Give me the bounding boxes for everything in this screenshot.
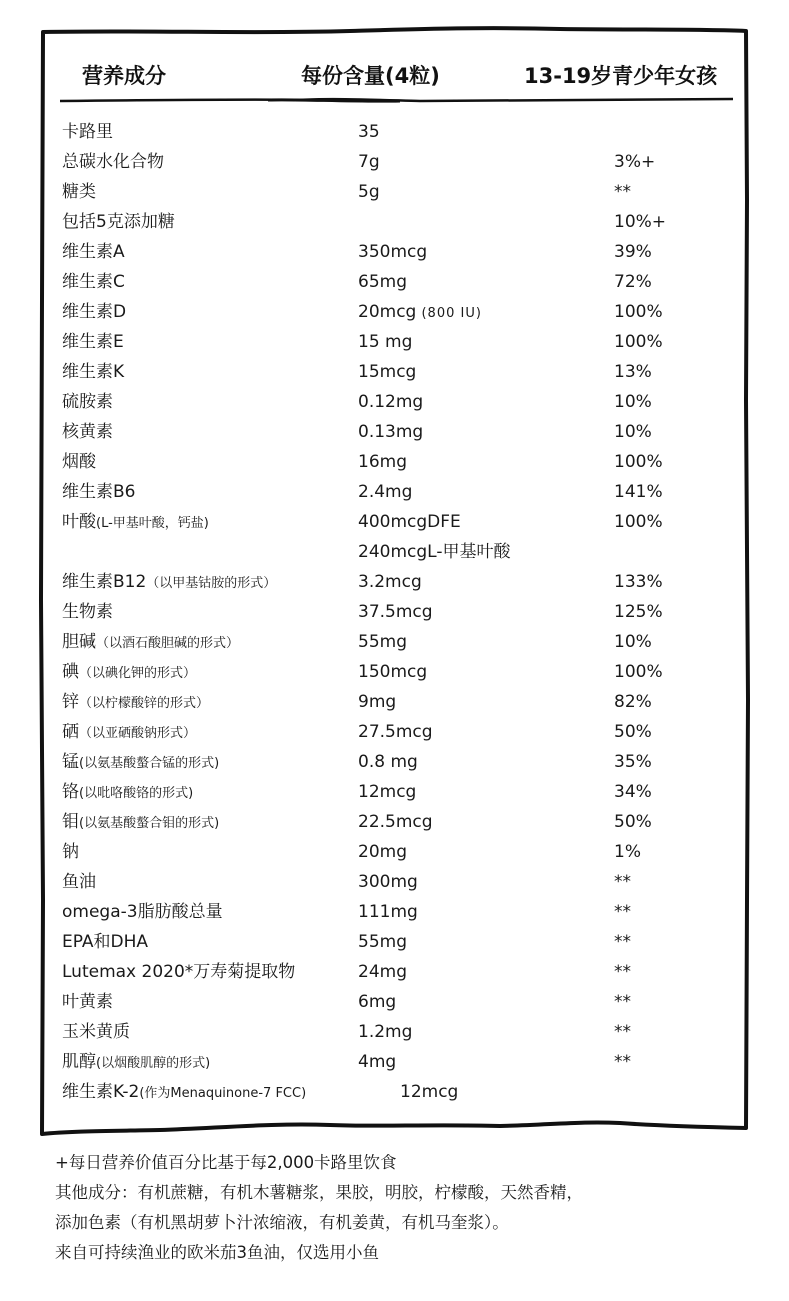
amount-per-serving bbox=[358, 297, 482, 329]
table-row bbox=[0, 987, 789, 1017]
amount-note: (800 IU) bbox=[416, 306, 482, 321]
amount-per-serving bbox=[358, 387, 423, 419]
nutrient-name bbox=[62, 777, 193, 809]
amount-per-serving bbox=[358, 717, 433, 749]
amount-value: 35 bbox=[358, 122, 380, 142]
nutrient-label: 维生素D bbox=[62, 302, 127, 322]
table-row bbox=[0, 267, 789, 297]
nutrient-name bbox=[62, 567, 276, 599]
daily-value-percent: 100% bbox=[614, 302, 663, 322]
nutrient-name bbox=[62, 387, 113, 419]
nutrient-name bbox=[62, 477, 135, 509]
nutrient-label: 胆碱 bbox=[62, 632, 96, 652]
nutrient-label: 硒 bbox=[62, 722, 79, 742]
nutrient-name bbox=[62, 267, 125, 299]
nutrient-label: 铬 bbox=[62, 782, 79, 802]
table-row bbox=[0, 657, 789, 687]
amount-value: 1.2mg bbox=[358, 1022, 413, 1042]
table-row bbox=[0, 507, 789, 537]
amount-value: 0.13mg bbox=[358, 422, 424, 442]
amount-value: 0.12mg bbox=[358, 392, 424, 412]
nutrient-label: Lutemax 2020*万寿菊提取物 bbox=[62, 962, 296, 982]
table-row bbox=[0, 1017, 789, 1047]
nutrient-name bbox=[62, 1077, 306, 1109]
amount-value: 9mg bbox=[358, 692, 397, 712]
nutrient-name bbox=[62, 597, 113, 629]
daily-value-percent: 10% bbox=[614, 422, 652, 442]
nutrient-label: 维生素K-2 bbox=[62, 1082, 140, 1102]
nutrient-name bbox=[62, 177, 96, 209]
nutrient-label: 玉米黄质 bbox=[62, 1022, 130, 1042]
footnote-added-colors: 添加色素（有机黑胡萝卜汁浓缩液，有机姜黄，有机马奎浆）。 bbox=[55, 1213, 509, 1232]
daily-value-percent: 125% bbox=[614, 602, 663, 622]
amount-per-serving bbox=[358, 807, 433, 839]
amount-per-serving bbox=[358, 447, 407, 479]
amount-per-serving bbox=[358, 957, 407, 989]
amount-per-serving bbox=[358, 117, 380, 149]
amount-value: 24mg bbox=[358, 962, 407, 982]
table-row bbox=[0, 837, 789, 867]
daily-value-percent: ** bbox=[614, 992, 631, 1012]
amount-per-serving bbox=[358, 987, 396, 1019]
table-row bbox=[0, 777, 789, 807]
nutrient-name bbox=[62, 207, 175, 239]
amount-per-serving bbox=[358, 747, 418, 779]
nutrient-label: 叶酸 bbox=[62, 512, 96, 532]
table-row bbox=[0, 867, 789, 897]
table-row bbox=[0, 747, 789, 777]
daily-value-percent: 3%+ bbox=[614, 152, 656, 172]
daily-value-percent: ** bbox=[614, 872, 631, 892]
nutrient-name bbox=[62, 687, 209, 719]
amount-per-serving bbox=[358, 327, 412, 359]
daily-value-percent: 100% bbox=[614, 452, 663, 472]
nutrient-label: 糖类 bbox=[62, 182, 96, 202]
amount-value: 37.5mcg bbox=[358, 602, 433, 622]
daily-value-percent: 10% bbox=[614, 632, 652, 652]
amount-value: 55mg bbox=[358, 932, 407, 952]
amount-per-serving bbox=[358, 777, 416, 809]
amount-value: 150mcg bbox=[358, 662, 428, 682]
daily-value-percent: 72% bbox=[614, 272, 652, 292]
nutrient-label: 卡路里 bbox=[62, 122, 113, 142]
footnote-daily-value: +每日营养价值百分比基于每2,000卡路里饮食 bbox=[55, 1153, 397, 1172]
amount-value: 12mcg bbox=[400, 1082, 459, 1102]
amount-per-serving bbox=[358, 537, 510, 569]
amount-value: 350mcg bbox=[358, 242, 428, 262]
amount-value: 4mg bbox=[358, 1052, 397, 1072]
table-row bbox=[0, 687, 789, 717]
nutrient-name bbox=[62, 357, 124, 389]
daily-value-percent: 100% bbox=[614, 332, 663, 352]
nutrient-form-note: （以柠檬酸锌的形式） bbox=[79, 696, 210, 711]
footnote-other-ingredients: 其他成分：有机蔗糖，有机木薯糖浆，果胶，明胶，柠檬酸，天然香精， bbox=[55, 1183, 583, 1202]
nutrient-label: 鱼油 bbox=[62, 872, 96, 892]
table-row bbox=[0, 177, 789, 207]
table-row bbox=[0, 387, 789, 417]
amount-per-serving bbox=[358, 267, 407, 299]
amount-value: 16mg bbox=[358, 452, 407, 472]
nutrient-label: 维生素E bbox=[62, 332, 124, 352]
nutrient-label: 维生素B6 bbox=[62, 482, 136, 502]
nutrient-form-note: （以甲基钴胺的形式） bbox=[146, 576, 277, 591]
table-row bbox=[0, 417, 789, 447]
daily-value-percent: 82% bbox=[614, 692, 652, 712]
daily-value-percent: 35% bbox=[614, 752, 652, 772]
nutrient-label: 烟酸 bbox=[62, 452, 96, 472]
nutrient-name bbox=[62, 297, 126, 329]
amount-per-serving bbox=[400, 1077, 458, 1109]
nutrient-name bbox=[62, 867, 96, 899]
nutrient-label: 钠 bbox=[62, 842, 79, 862]
nutrient-label: 锌 bbox=[62, 692, 79, 712]
nutrient-form-note: (以烟酸肌醇的形式) bbox=[96, 1056, 211, 1071]
header-amount-per-serving: 每份含量(4粒) bbox=[301, 64, 440, 88]
nutrient-label: 碘 bbox=[62, 662, 79, 682]
amount-per-serving bbox=[358, 1017, 412, 1049]
nutrient-name bbox=[62, 927, 148, 959]
amount-value: 20mg bbox=[358, 842, 407, 862]
table-row bbox=[0, 477, 789, 507]
table-row bbox=[0, 537, 789, 567]
table-row bbox=[0, 897, 789, 927]
nutrition-table bbox=[0, 117, 789, 1107]
daily-value-percent: 10%+ bbox=[614, 212, 667, 232]
nutrient-name bbox=[62, 807, 219, 839]
daily-value-percent: ** bbox=[614, 182, 631, 202]
amount-value: 20mcg bbox=[358, 302, 417, 322]
nutrient-form-note: (以氨基酸螯合钼的形式) bbox=[79, 816, 220, 831]
nutrient-form-note: (以氨基酸螯合锰的形式) bbox=[79, 756, 220, 771]
table-row bbox=[0, 237, 789, 267]
nutrient-name bbox=[62, 1017, 130, 1049]
nutrient-name bbox=[62, 657, 196, 689]
amount-value: 240mcgL-甲基叶酸 bbox=[358, 542, 511, 562]
daily-value-percent: 50% bbox=[614, 812, 652, 832]
table-row bbox=[0, 957, 789, 987]
nutrient-form-note: （以酒石酸胆碱的形式） bbox=[96, 636, 240, 651]
nutrient-name bbox=[62, 117, 113, 149]
nutrient-label: 总碳水化合物 bbox=[62, 152, 164, 172]
header-daily-value-group: 13-19岁青少年女孩 bbox=[524, 64, 718, 88]
amount-value: 111mg bbox=[358, 902, 418, 922]
amount-value: 12mcg bbox=[358, 782, 417, 802]
table-row bbox=[0, 147, 789, 177]
nutrient-name bbox=[62, 507, 209, 539]
nutrient-name bbox=[62, 627, 239, 659]
header-nutrient: 营养成分 bbox=[82, 64, 166, 88]
nutrient-name bbox=[62, 147, 164, 179]
amount-per-serving bbox=[358, 417, 423, 449]
daily-value-percent: 34% bbox=[614, 782, 652, 802]
daily-value-percent: ** bbox=[614, 902, 631, 922]
daily-value-percent: ** bbox=[614, 962, 631, 982]
amount-per-serving bbox=[358, 237, 427, 269]
amount-value: 0.8 mg bbox=[358, 752, 418, 772]
daily-value-percent: ** bbox=[614, 1022, 631, 1042]
nutrient-name bbox=[62, 447, 96, 479]
table-row bbox=[0, 297, 789, 327]
nutrient-form-note: (L-甲基叶酸，钙盐) bbox=[96, 516, 209, 531]
amount-value: 300mg bbox=[358, 872, 418, 892]
nutrient-label: 维生素B12 bbox=[62, 572, 147, 592]
nutrient-label: 维生素K bbox=[62, 362, 125, 382]
amount-per-serving bbox=[358, 1047, 396, 1079]
table-row bbox=[0, 807, 789, 837]
daily-value-percent: ** bbox=[614, 932, 631, 952]
footnote-fish-oil-source: 来自可持续渔业的欧米茄3鱼油，仅选用小鱼 bbox=[55, 1243, 379, 1262]
amount-value: 55mg bbox=[358, 632, 407, 652]
nutrient-name bbox=[62, 897, 223, 929]
nutrient-name bbox=[62, 957, 295, 989]
table-row bbox=[0, 327, 789, 357]
amount-per-serving bbox=[358, 147, 380, 179]
nutrient-label: 叶黄素 bbox=[62, 992, 113, 1012]
nutrient-label: 包括5克添加糖 bbox=[62, 212, 175, 232]
table-row bbox=[0, 597, 789, 627]
daily-value-percent: 10% bbox=[614, 392, 652, 412]
amount-value: 6mg bbox=[358, 992, 397, 1012]
table-row bbox=[0, 627, 789, 657]
amount-per-serving bbox=[358, 657, 427, 689]
amount-per-serving bbox=[358, 867, 418, 899]
amount-value: 7g bbox=[358, 152, 380, 172]
amount-value: 65mg bbox=[358, 272, 407, 292]
amount-per-serving bbox=[358, 897, 418, 929]
nutrient-form-note: （以碘化钾的形式） bbox=[79, 666, 197, 681]
nutrient-name bbox=[62, 1047, 210, 1079]
table-row bbox=[0, 117, 789, 147]
nutrient-label: 肌醇 bbox=[62, 1052, 96, 1072]
nutrient-label: 维生素A bbox=[62, 242, 125, 262]
amount-per-serving bbox=[358, 507, 461, 539]
table-row bbox=[0, 717, 789, 747]
daily-value-percent: 13% bbox=[614, 362, 652, 382]
nutrient-label: 钼 bbox=[62, 812, 79, 832]
table-row bbox=[0, 357, 789, 387]
nutrient-name bbox=[62, 417, 113, 449]
nutrient-label: 锰 bbox=[62, 752, 79, 772]
nutrient-form-note: （以亚硒酸钠形式） bbox=[79, 726, 197, 741]
amount-per-serving bbox=[358, 357, 416, 389]
daily-value-percent: 100% bbox=[614, 512, 663, 532]
amount-per-serving bbox=[358, 567, 422, 599]
table-row bbox=[0, 207, 789, 237]
amount-per-serving bbox=[358, 837, 407, 869]
amount-per-serving bbox=[358, 597, 433, 629]
table-row bbox=[0, 1077, 789, 1107]
amount-value: 3.2mcg bbox=[358, 572, 422, 592]
nutrient-label: 维生素C bbox=[62, 272, 125, 292]
table-header bbox=[0, 52, 789, 92]
amount-value: 15mcg bbox=[358, 362, 417, 382]
nutrient-label: 生物素 bbox=[62, 602, 113, 622]
daily-value-percent: 39% bbox=[614, 242, 652, 262]
nutrient-label: 硫胺素 bbox=[62, 392, 113, 412]
amount-per-serving bbox=[358, 177, 380, 209]
amount-value: 22.5mcg bbox=[358, 812, 433, 832]
nutrient-name bbox=[62, 717, 196, 749]
amount-per-serving bbox=[358, 627, 407, 659]
nutrient-form-note: (以吡咯酸铬的形式) bbox=[79, 786, 194, 801]
table-row bbox=[0, 927, 789, 957]
nutrient-name bbox=[62, 237, 125, 269]
daily-value-percent: 1% bbox=[614, 842, 641, 862]
nutrient-label: omega-3脂肪酸总量 bbox=[62, 902, 223, 922]
amount-value: 2.4mg bbox=[358, 482, 413, 502]
amount-value: 5g bbox=[358, 182, 380, 202]
daily-value-percent: 133% bbox=[614, 572, 663, 592]
nutrient-label: EPA和DHA bbox=[62, 932, 149, 952]
nutrient-name bbox=[62, 987, 113, 1019]
table-row bbox=[0, 1047, 789, 1077]
nutrient-label: 核黄素 bbox=[62, 422, 113, 442]
nutrient-name bbox=[62, 327, 124, 359]
daily-value-percent: 141% bbox=[614, 482, 663, 502]
amount-per-serving bbox=[358, 687, 396, 719]
amount-value: 27.5mcg bbox=[358, 722, 433, 742]
nutrient-name bbox=[62, 837, 79, 869]
table-row bbox=[0, 447, 789, 477]
nutrient-name bbox=[62, 747, 219, 779]
footnotes bbox=[55, 1148, 755, 1268]
nutrient-form-note: (作为Menaquinone-7 FCC) bbox=[139, 1086, 307, 1101]
daily-value-percent: 50% bbox=[614, 722, 652, 742]
daily-value-percent: ** bbox=[614, 1052, 631, 1072]
table-row bbox=[0, 567, 789, 597]
amount-per-serving bbox=[358, 927, 407, 959]
daily-value-percent: 100% bbox=[614, 662, 663, 682]
amount-value: 15 mg bbox=[358, 332, 413, 352]
amount-per-serving bbox=[358, 477, 412, 509]
amount-value: 400mcgDFE bbox=[358, 512, 461, 532]
